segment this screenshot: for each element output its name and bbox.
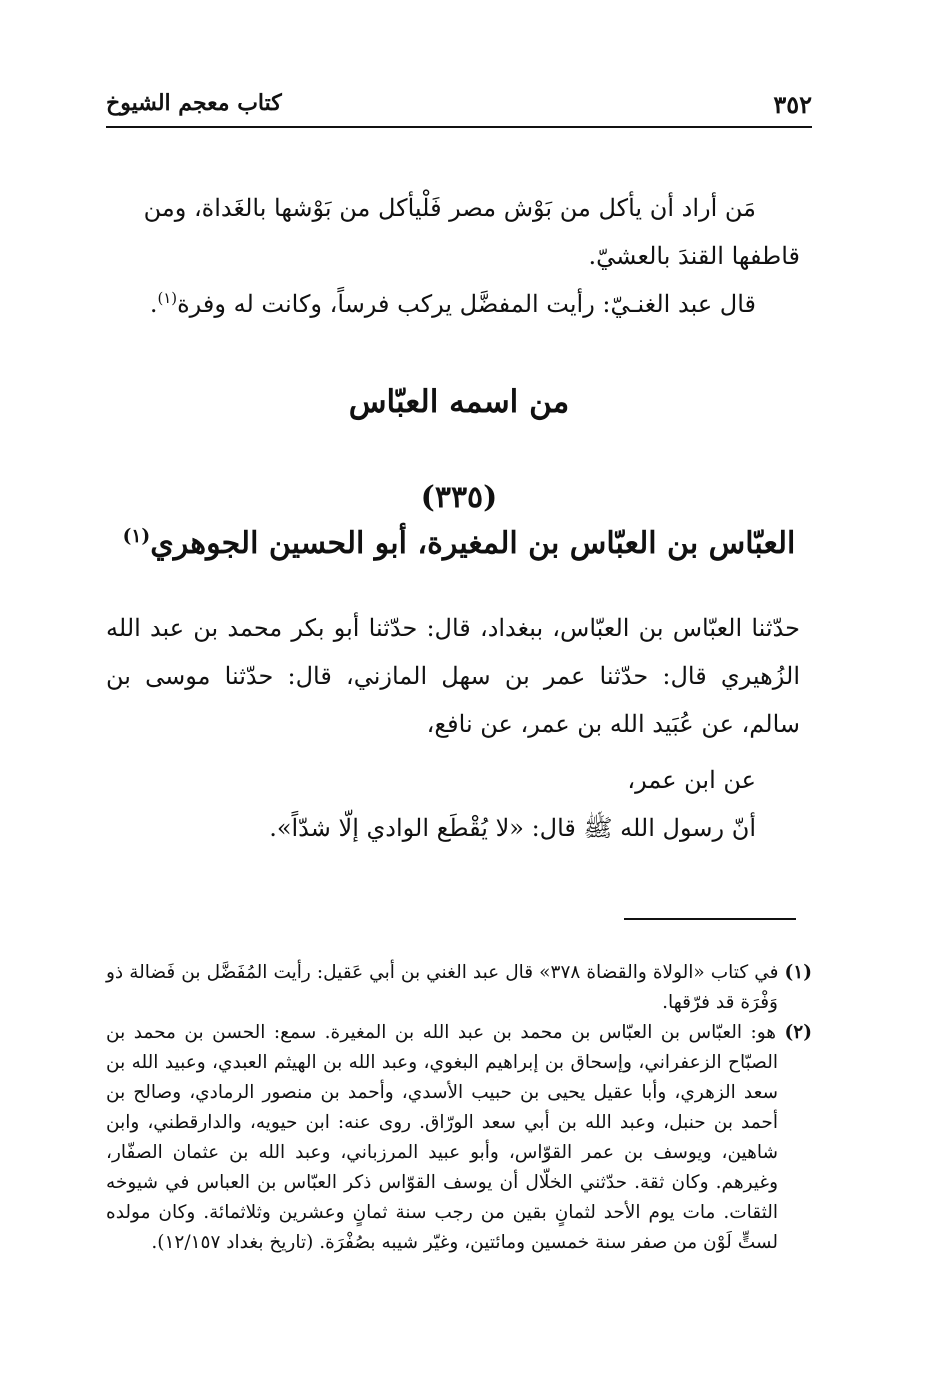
footnote-text: في كتاب «الولاة والقضاة ٣٧٨» قال عبد الغني بن أبي عَقيل: رأيت المُفَضَّل بن فَضالة ذو وَفْرَة قد فرّقها. [106, 962, 779, 1013]
footnote-separator [624, 918, 796, 920]
section-heading: من اسمه العبّاس [348, 384, 570, 420]
matn-paragraph [106, 756, 800, 852]
entry-title [106, 526, 812, 561]
isnad-paragraph: حدّثنا العبّاس بن العبّاس، ببغداد، قال: حدّثنا أبو بكر محمد بن عبد الله الزُهيري قال: حدّثنا عمر بن سهل المازني، قال: حدّثنا موسى بن سالم، عن عُبَيد الله بن عمر، عن نافع، [106, 614, 800, 738]
opening-paragraph [106, 184, 800, 328]
footnote-number: (٢) [784, 1022, 812, 1043]
quote-text: قال عبد الغنـيّ: رأيت المفضَّل يركب فرساً، وكانت له وفرة [177, 290, 756, 318]
footnote-1 [106, 958, 812, 1018]
opening-line-1: مَن أراد أن يأكل من بَوْش مصر فَلْيأكل من بَوْشها بالغَداة، ومن [143, 194, 756, 222]
quote-line [106, 280, 800, 328]
quote-end: . [149, 290, 158, 318]
entry-title-text: العبّاس بن العبّاس بن المغيرة، أبو الحسين الجوهري [150, 526, 796, 561]
running-title: كتاب معجم الشيوخ [106, 90, 282, 116]
footnote-2 [106, 1018, 812, 1258]
narrator-line: عن ابن عمر، [627, 766, 756, 794]
entry-number: (٣٣٥) [420, 480, 498, 515]
matn-line: أنّ رسول الله ﷺ قال: «لا يُقْطَع الوادي إلّا شدّاً». [269, 814, 756, 842]
opening-line-2: قاطفها القندَ بالعشيّ. [588, 242, 800, 270]
page-number: ٣٥٢ [773, 90, 812, 119]
footnote-ref: (١) [122, 526, 151, 547]
footnote-number: (١) [784, 962, 812, 983]
footnotes [106, 958, 812, 1258]
footnote-text: هو: العبّاس بن العبّاس بن محمد بن عبد الله بن المغيرة. سمع: الحسن بن محمد بن الصبّاح الزعفراني، وإسحاق بن إبراهيم البغوي، وعبد الله بن الهيثم العبدي، وعبيد الله بن سعد الزهري، وأبا عقيل يحيى بن حبيب الأسدي، وأحمد بن منصور الرمادي، وصالح بن أحمد بن حنبل، وعبد الله بن أبي سعد الورّاق. روى عنه: ابن حيويه، والدارقطني، وابن شاهين، ويوسف بن عمر القوّاس، وأبو عبيد المرزباني، وعبد الله بن عثمان الصفّار، وغيرهم. وكان ثقة. حدّثني الخلّال أن يوسف القوّاس ذكر العبّاس بن العباس في شيوخه الثقات. مات يوم الأحد لثمانٍ بقين من رجب سنة ثمانٍ وعشرين وثلاثمائة. وكان مولده لستٍّ لَوْن من صفر سنة خمسين ومائتين، وغيّر شيبه بصُفْرَة. (تاريخ بغداد ١٢/١٥٧). [106, 1022, 778, 1253]
footnote-ref: (١) [157, 289, 178, 307]
page-header [106, 88, 812, 128]
